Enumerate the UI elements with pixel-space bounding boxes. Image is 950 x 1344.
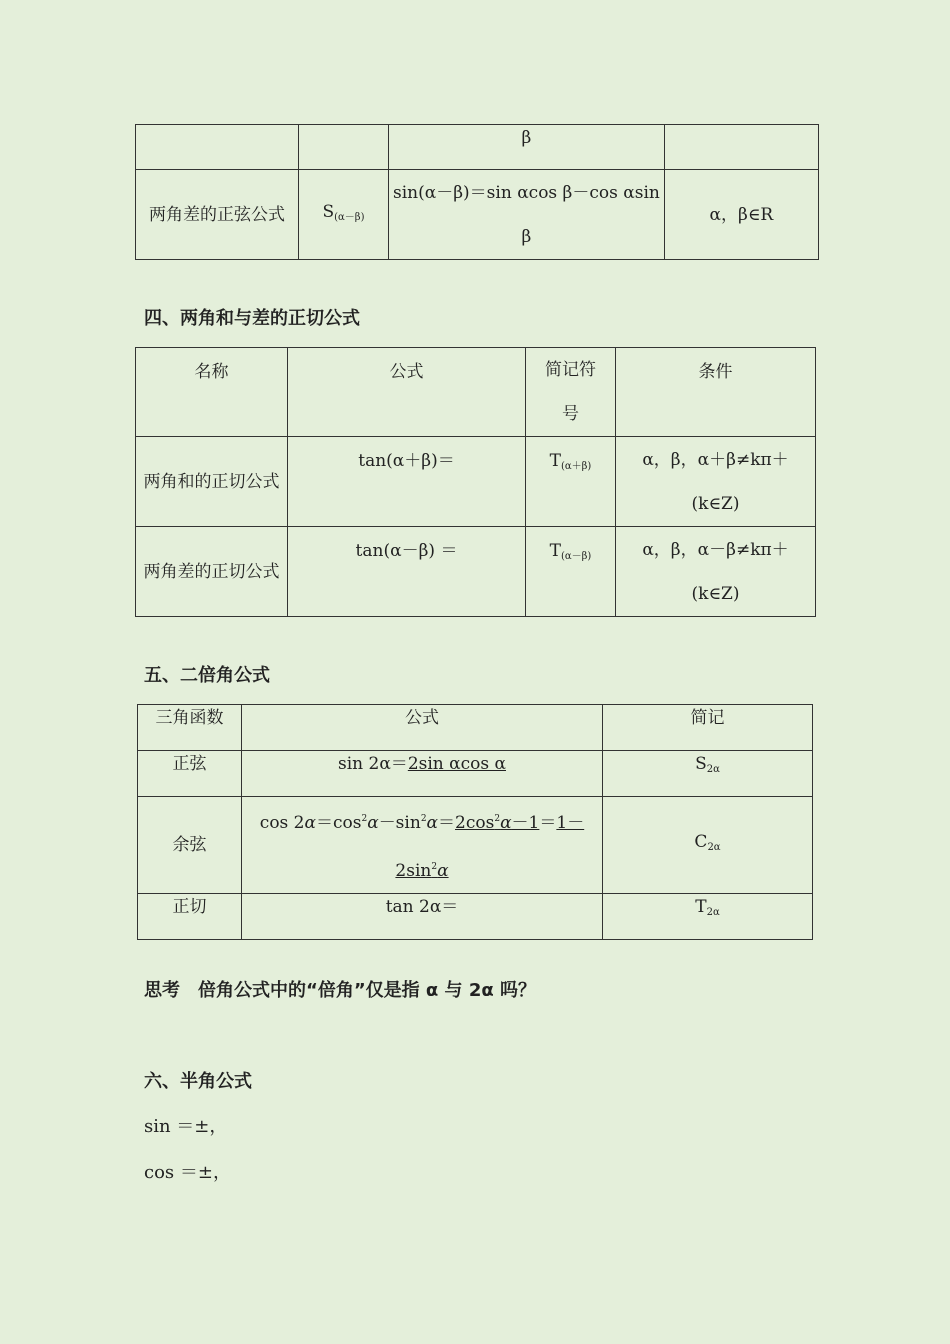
sine-difference-table: [135, 124, 819, 260]
function-name: 余弦: [138, 797, 242, 894]
header-function: 三角函数: [138, 705, 242, 751]
double-angle-table: [137, 704, 813, 940]
table-row: [138, 797, 813, 894]
formula-cell: sin(α－β)＝sin αcos β－cos αsin β: [389, 170, 665, 260]
formula-cell: tan(α＋β)＝: [288, 437, 526, 527]
header-symbol: 简记符号: [526, 348, 616, 437]
table-row: [138, 894, 813, 940]
header-condition: 条件: [616, 348, 816, 437]
half-angle-sin: sin ＝±，: [144, 1116, 228, 1137]
formula-cell: tan(α－β) ＝: [288, 527, 526, 617]
header-formula: 公式: [288, 348, 526, 437]
table-cell: [136, 125, 299, 170]
formula-symbol: $C_{2\alpha}$: [603, 797, 813, 894]
section-heading-double-angle: 五、二倍角公式: [144, 665, 270, 686]
header-name: 名称: [136, 348, 288, 437]
section-heading-half-angle: 六、半角公式: [144, 1071, 252, 1092]
half-angle-cos: cos ＝±，: [144, 1162, 231, 1183]
table-row: [136, 437, 816, 527]
formula-condition: α，β∈R: [664, 170, 818, 260]
header-short: 简记: [603, 705, 813, 751]
table-row: [136, 527, 816, 617]
think-question: 思考 倍角公式中的“倍角”仅是指 α 与 2α 吗？: [144, 980, 536, 1001]
formula-cell: $\cos 2\alpha=\cos^2\alpha-\sin^2\alpha=2\cos^2\alpha-1=1-$ $2\sin^2\alpha$: [242, 797, 603, 894]
formula-symbol: $S_{2\alpha}$: [603, 751, 813, 797]
formula-symbol: $S_{(\alpha-\beta)}$: [299, 170, 389, 260]
formula-symbol: $T_{2\alpha}$: [603, 894, 813, 940]
formula-condition: α，β，α－β≠kπ＋ (k∈Z): [616, 527, 816, 617]
formula-name: 两角差的正切公式: [136, 527, 288, 617]
formula-condition: α，β，α＋β≠kπ＋ (k∈Z): [616, 437, 816, 527]
formula-cell: tan 2α＝: [242, 894, 603, 940]
section-heading-tangent: 四、两角和与差的正切公式: [144, 308, 360, 329]
formula-symbol: $T_{(\alpha-\beta)}$: [526, 527, 616, 617]
formula-name: 两角差的正弦公式: [136, 170, 299, 260]
tangent-sum-difference-table: [135, 347, 816, 617]
function-name: 正弦: [138, 751, 242, 797]
formula-symbol: $T_{(\alpha+\beta)}$: [526, 437, 616, 527]
function-name: 正切: [138, 894, 242, 940]
table-row: [138, 751, 813, 797]
formula-name: 两角和的正切公式: [136, 437, 288, 527]
table-cell: [664, 125, 818, 170]
header-formula: 公式: [242, 705, 603, 751]
formula-cell: sin 2α＝2sin αcos α: [242, 751, 603, 797]
table-cell: [299, 125, 389, 170]
formula-tail: β: [389, 125, 665, 170]
